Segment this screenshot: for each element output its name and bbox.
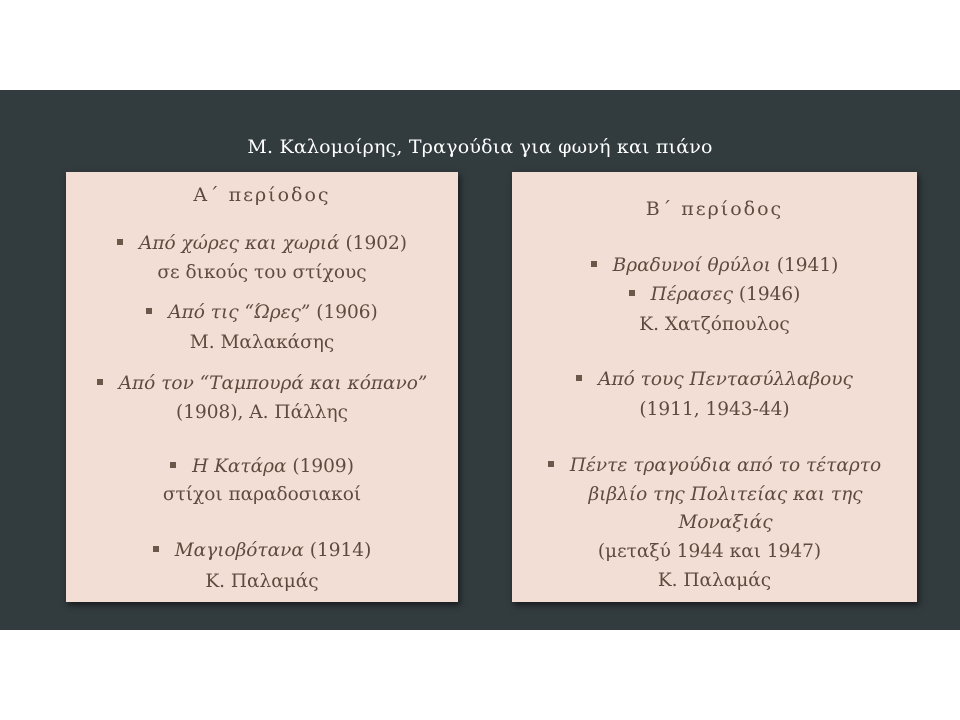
work-title-line-text: Μοναξιάς xyxy=(678,512,773,533)
bullet-icon xyxy=(548,461,554,467)
list-item xyxy=(66,455,458,479)
list-item xyxy=(66,539,458,563)
list-item xyxy=(66,372,458,396)
period-b-heading: Β΄ περίοδος xyxy=(645,198,784,220)
period-b-panel xyxy=(512,172,917,602)
list-item xyxy=(512,254,917,278)
work-detail: Μ. Μαλακάσης xyxy=(189,332,335,353)
work-title-line: Πέντε τραγούδια από το τέταρτο xyxy=(569,455,882,476)
work-title: Από τον “Ταμπουρά και κόπανο” xyxy=(118,373,428,394)
list-item xyxy=(66,232,458,256)
bullet-icon xyxy=(629,290,635,296)
work-detail: (μεταξύ 1944 και 1947) xyxy=(597,541,822,562)
bullet-icon xyxy=(146,308,152,314)
work-year: (1909) xyxy=(286,456,354,477)
work-title: Μαγιοβότανα xyxy=(174,540,304,561)
list-item xyxy=(512,454,917,478)
work-title: Η Κατάρα xyxy=(192,456,287,477)
work-detail: στίχοι παραδοσιακοί xyxy=(162,484,362,505)
work-detail: Κ. Παλαμάς xyxy=(657,570,772,591)
list-item xyxy=(66,301,458,325)
period-a-panel xyxy=(66,172,458,602)
work-detail: σε δικούς του στίχους xyxy=(157,262,367,283)
work-detail: (1908), Α. Πάλλης xyxy=(176,402,348,423)
list-item xyxy=(512,368,917,392)
work-year: (1946) xyxy=(732,284,801,305)
bullet-icon xyxy=(591,261,597,267)
bullet-icon xyxy=(117,239,123,245)
bullet-icon xyxy=(153,546,159,552)
work-title: Πέρασες xyxy=(650,284,733,305)
work-detail: Κ. Χατζόπουλος xyxy=(639,314,790,335)
work-year: (1941) xyxy=(770,255,839,276)
work-title-line xyxy=(512,511,917,535)
slide-title: Μ. Καλομοίρης, Τραγούδια για φωνή και πιάνο xyxy=(247,136,713,158)
period-a-heading: Α΄ περίοδος xyxy=(193,184,331,206)
work-year: (1906) xyxy=(310,302,378,323)
work-detail: (1911, 1943-44) xyxy=(639,399,790,420)
work-year: (1902) xyxy=(339,233,407,254)
work-detail: Κ. Παλαμάς xyxy=(205,571,319,592)
work-year: (1914) xyxy=(303,540,372,561)
work-title-line-text: βιβλίο της Πολιτείας και της xyxy=(588,484,863,505)
bullet-icon xyxy=(576,375,582,381)
list-item xyxy=(512,283,917,307)
work-title: Βραδυνοί θρύλοι xyxy=(612,255,771,276)
work-title: Από τους Πεντασύλλαβους xyxy=(598,369,853,390)
work-title-line xyxy=(512,483,917,507)
work-title: Από χώρες και χωριά xyxy=(139,233,340,254)
bullet-icon xyxy=(97,379,103,385)
work-title: Από τις “Ώρες” xyxy=(168,302,311,323)
bullet-icon xyxy=(170,462,176,468)
